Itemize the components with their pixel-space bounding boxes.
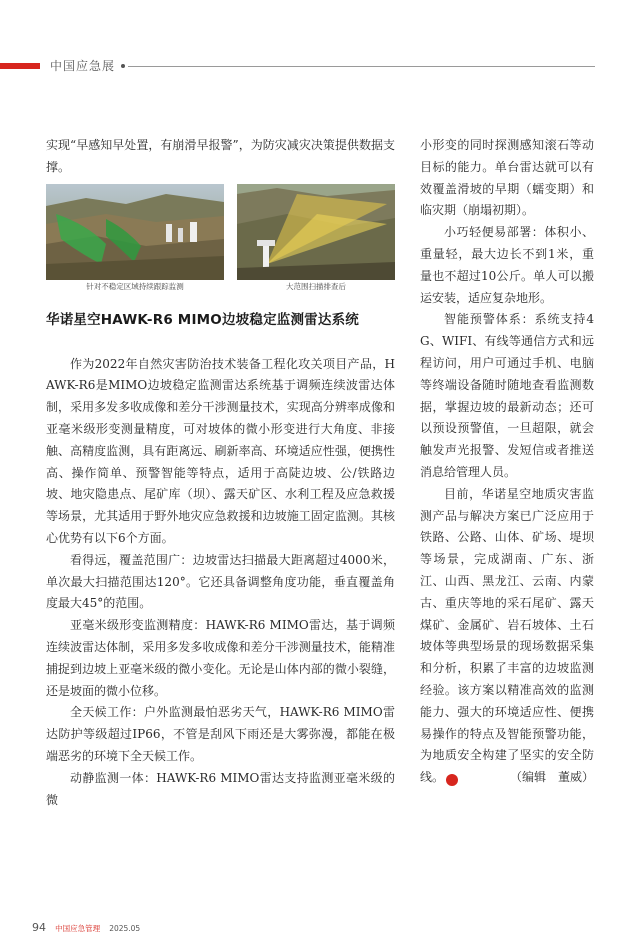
landslide-aerial-image <box>46 184 224 280</box>
left-paragraph: 看得远，覆盖范围广：边坡雷达扫描最大距离超过4000米，单次最大扫描范围达120°。它还具备调整角度功能，垂直覆盖角度最大45°的范围。 <box>46 552 395 611</box>
section-rule <box>128 66 595 67</box>
section-dot <box>121 64 125 68</box>
left-column <box>46 135 395 811</box>
final-paragraph-text: 目前，华诺星空地质灾害监测产品与解决方案已广泛应用于铁路、公路、山体、矿场、堤坝等场景，完成湖南、广东、浙江、山西、黑龙江、云南、内蒙古、重庆等地的采石尾矿、露天煤矿、金属矿、岩石坡体、土石坡体等典型场景的现场数据采集和分析，积累了丰富的边坡监测经验。该方案以精准高效的监测能力、强大的环境适应性、便携易操作的特点及智能预警功能，为地质安全构建了坚实的安全防线。 <box>420 486 594 785</box>
photo-monitoring <box>46 184 224 294</box>
magazine-name: 中国应急管理 <box>55 924 101 933</box>
section-header <box>0 58 623 74</box>
photo2-caption: 大范围扫描排查后 <box>286 281 346 291</box>
right-paragraph-final <box>420 484 594 789</box>
section-accent-bar <box>0 63 40 69</box>
right-column <box>420 135 594 789</box>
page-number: 94 <box>32 921 46 934</box>
right-paragraph: 小巧轻便易部署：体积小、重量轻，最大边长不到1米，重量也不超过10公斤。单人可以搬运安装，适应复杂地形。 <box>420 225 594 305</box>
issue-date: 2025.05 <box>109 924 141 933</box>
left-paragraph: 全天候工作：户外监测最怕恶劣天气，HAWK-R6 MIMO雷达防护等级超过IP66，不管是刮风下雨还是大雾弥漫，都能在极端恶劣的环境下全天候工作。 <box>46 705 395 763</box>
left-paragraph: 亚毫米级形变监测精度：HAWK-R6 MIMO雷达，基于调频连续波雷达体制，采用多发多收成像和差分干涉测量技术，能精准捕捉到边坡上亚毫米级的微小变化。无论是山体内部的微小裂缝，还是坡面的微小位移。 <box>46 618 395 698</box>
left-paragraph: 动静监测一体：HAWK-R6 MIMO雷达支持监测亚毫米级的微 <box>46 770 395 807</box>
photo-row <box>46 184 395 294</box>
photo1-caption: 针对不稳定区域持续跟踪监测 <box>86 281 184 291</box>
article-title: 华诺星空HAWK-R6 MIMO边坡稳定监测雷达系统 <box>46 311 359 328</box>
section-label: 中国应急展 <box>50 59 116 73</box>
intro-paragraph: 实现“早感知早处置，有崩滑早报警”，为防灾减灾决策提供数据支撑。 <box>46 138 395 174</box>
end-mark-icon: V <box>446 774 458 786</box>
photo-scan <box>237 184 395 294</box>
left-paragraph: 作为2022年自然灾害防治技术装备工程化攻关项目产品，HAWK-R6是MIMO边坡稳定监测雷达系统基于调频连续波雷达体制，采用多发多收成像和差分干涉测量技术，实现高分辨率成像和亚毫米级形变测量精度，可对坡体的微小形变进行大角度、非接触、高精度监测，具有距离远、刷新率高、环境适应性强，便携性高、操作简单、预警智能等特点，适用于高陡边坡、公/铁路边坡、地灾隐患点、尾矿库（坝）、露天矿区、水利工程及应急救援等场景，尤其适用于野外地灾应急救援和边坡施工固定监测。其核心优势有以下6个方面。 <box>46 356 395 545</box>
right-paragraph: 智能预警体系：系统支持4G、WIFI、有线等通信方式和远程访问，用户可通过手机、电脑等终端设备随时随地查看监测数据，掌握边坡的最新动态；还可以预设预警值，一旦超限，就会触发声光报警、发短信或者推送消息给管理人员。 <box>420 312 594 479</box>
page-footer <box>32 916 141 934</box>
right-paragraph: 小形变的同时探测感知滚石等动目标的能力。单台雷达就可以有效覆盖滑坡的早期（蠕变期）和临灾期（崩塌初期）。 <box>420 138 594 218</box>
editor-credit: （编辑 董威） <box>509 770 594 785</box>
radar-scan-image <box>237 184 395 280</box>
